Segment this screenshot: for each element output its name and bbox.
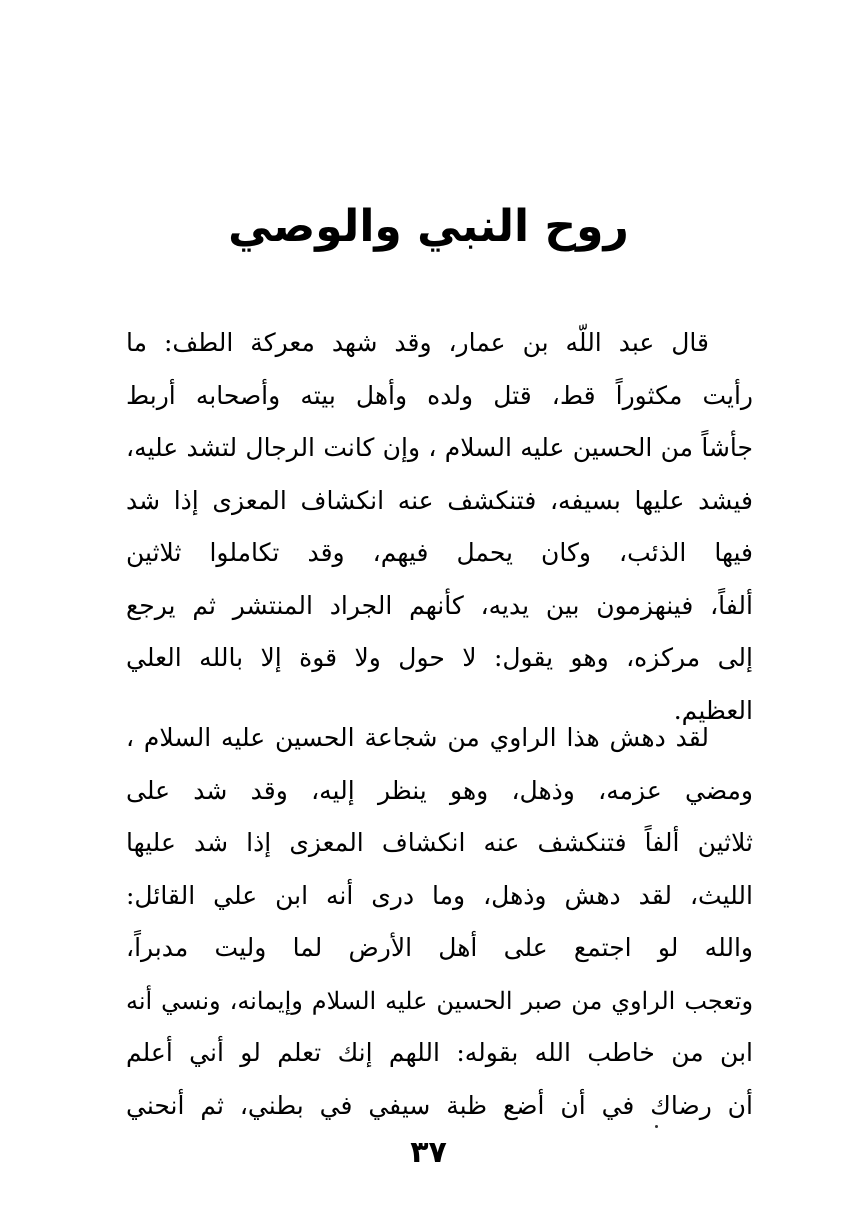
paragraph-line: لقد دهش هذا الراوي من شجاعة الحسين عليه السلام ، xyxy=(126,723,709,752)
paragraph-1 xyxy=(126,317,753,737)
paragraph-line: رأيت مكثوراً قط، قتل ولده وأهل بيته وأصحابه أربط xyxy=(126,380,753,410)
paragraph-2 xyxy=(126,712,753,1132)
paragraph-line: إلى مركزه، وهو يقول: لا حول ولا قوة إلا بالله العلي xyxy=(126,643,753,672)
print-speck xyxy=(655,1125,658,1128)
paragraph-line: الليث، لقد دهش وذهل، وما درى أنه ابن علي القائل: xyxy=(126,880,753,910)
paragraph-line: وتعجب الراوي من صبر الحسين عليه السلام وإيمانه، ونسي أنه xyxy=(126,986,753,1015)
paragraph-line: ومضي عزمه، وذهل، وهو ينظر إليه، وقد شد على xyxy=(126,775,753,805)
paragraph-line: ألفاً، فينهزمون بين يديه، كأنهم الجراد المنتشر ثم يرجع xyxy=(126,590,753,620)
paragraph-line: ثلاثين ألفاً فتنكشف عنه انكشاف المعزى إذا شد عليها xyxy=(126,828,753,857)
paragraph-line: أن رضاك في أن أضع ظبة سيفي في بطني، ثم أنحني xyxy=(126,1090,753,1120)
paragraph-line: قال عبد اللّه بن عمار، وقد شهد معركة الطف: ما xyxy=(126,328,709,357)
paragraph-line: والله لو اجتمع على أهل الأرض لما وليت مدبراً، xyxy=(126,933,753,962)
chapter-title: روح النبي والوصي xyxy=(228,201,629,252)
page-number: ٣٧ xyxy=(410,1135,447,1170)
paragraph-line: العظيم. xyxy=(673,695,753,725)
paragraph-line: ابن من خاطب الله بقوله: اللهم إنك تعلم لو أني أعلم xyxy=(126,1038,753,1067)
paragraph-line: فيها الذئب، وكان يحمل فيهم، وقد تكاملوا ثلاثين xyxy=(126,538,753,567)
paragraph-line: فيشد عليها بسيفه، فتنكشف عنه انكشاف المعزى إذا شد xyxy=(126,485,753,515)
paragraph-line: جأشاً من الحسين عليه السلام ، وإن كانت الرجال لتشد عليه، xyxy=(126,433,753,462)
